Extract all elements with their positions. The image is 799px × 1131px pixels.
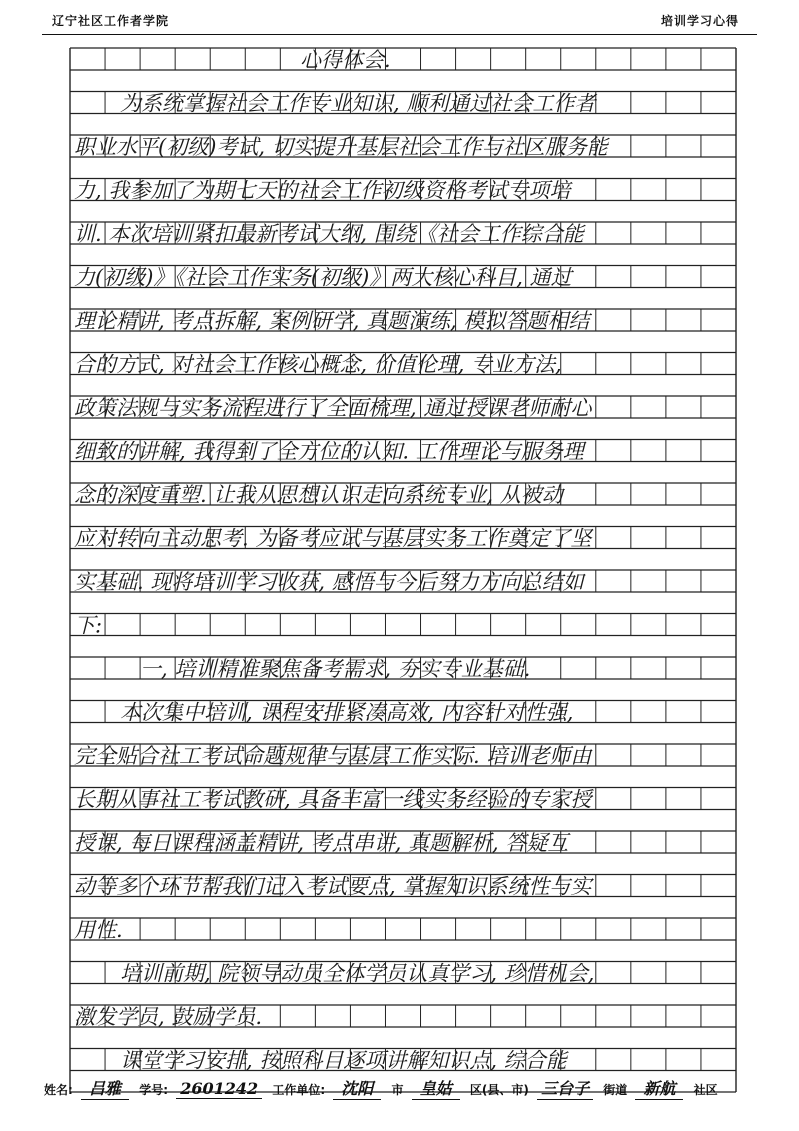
essay-line: 力, 我参加了为期七天的社会工作初级资格考试专项培 <box>74 178 571 203</box>
essay-line: 应对转向主动思考. 为备考应试与基层实务工作奠定了坚 <box>74 526 592 551</box>
street-value: 三台子 <box>537 1076 593 1100</box>
student-id-value: 2601242 <box>176 1079 262 1099</box>
district-suffix: 区(县、市) <box>469 1083 529 1097</box>
student-info-footer <box>44 1076 722 1100</box>
essay-line: 心得体会. <box>300 48 391 72</box>
community-suffix: 社区 <box>693 1083 718 1097</box>
essay-line: 训. 本次培训紧扣最新考试大纲, 围绕《社会工作综合能 <box>74 222 584 246</box>
essay-line: 实基础. 现将培训学习收获, 感悟与今后努力方向总结如 <box>74 570 584 594</box>
essay-line: 理论精讲, 考点拆解, 案例研学, 真题演练, 模拟答题相结 <box>74 309 590 333</box>
essay-line: 课堂学习安排, 按照科目逐项讲解知识点, 综合能 <box>120 1048 567 1073</box>
essay-line: 用性. <box>74 918 123 942</box>
essay-line: 力(初级)》《社会工作实务(初级)》两大核心科目, 通过 <box>74 265 572 290</box>
street-suffix: 街道 <box>603 1083 628 1097</box>
student-id-label: 学号: <box>139 1083 168 1097</box>
city-suffix: 市 <box>391 1083 404 1097</box>
essay-line: 合的方式, 对社会工作核心概念, 价值伦理, 专业方法, <box>74 352 562 377</box>
essay-line: 动等多个环节帮我们记入考试要点, 掌握知识系统性与实 <box>74 874 592 899</box>
essay-line: 本次集中培训, 课程安排紧凑高效, 内容针对性强, <box>120 700 574 725</box>
header-left-title: 辽宁社区工作者学院 <box>52 14 170 28</box>
essay-line: 完全贴合社工考试命题规律与基层工作实际. 培训老师由 <box>74 744 592 768</box>
essay-line: 激发学员, 鼓励学员. <box>74 1005 263 1029</box>
name-value: 吕雅 <box>81 1076 129 1100</box>
essay-line: 长期从事社工考试教研, 具备丰富一线实务经验的专家授 <box>74 787 592 812</box>
work-unit-label: 工作单位: <box>272 1083 326 1097</box>
essay-line: 为系统掌握社会工作专业知识, 顺利通过社会工作者 <box>120 91 596 116</box>
header-right-title: 培训学习心得 <box>660 14 739 28</box>
essay-line: 培训前期, 院领导动员全体学员认真学习, 珍惜机会, <box>120 961 595 986</box>
essay-line: 政策法规与实务流程进行了全面梳理, 通过授课老师耐心 <box>74 396 592 420</box>
city-value: 沈阳 <box>333 1076 381 1100</box>
essay-line: 授课, 每日课程涵盖精讲, 考点串讲, 真题解析, 答疑互 <box>74 831 569 855</box>
essay-line: 下: <box>74 613 103 638</box>
name-label: 姓名: <box>44 1083 73 1097</box>
essay-line: 念的深度重塑. 让我从思想认识走向系统专业, 从被动 <box>74 483 563 507</box>
essay-line: 职业水平(初级)考试, 切实提升基层社会工作与社区服务能 <box>74 135 608 159</box>
essay-line: 细致的讲解, 我得到了全方位的认知. 工作理论与服务理 <box>74 439 584 464</box>
community-value: 新航 <box>635 1076 683 1100</box>
essay-line: 一, 培训精准聚焦备考需求, 夯实专业基础. <box>140 657 531 681</box>
district-value: 皇姑 <box>412 1076 460 1100</box>
